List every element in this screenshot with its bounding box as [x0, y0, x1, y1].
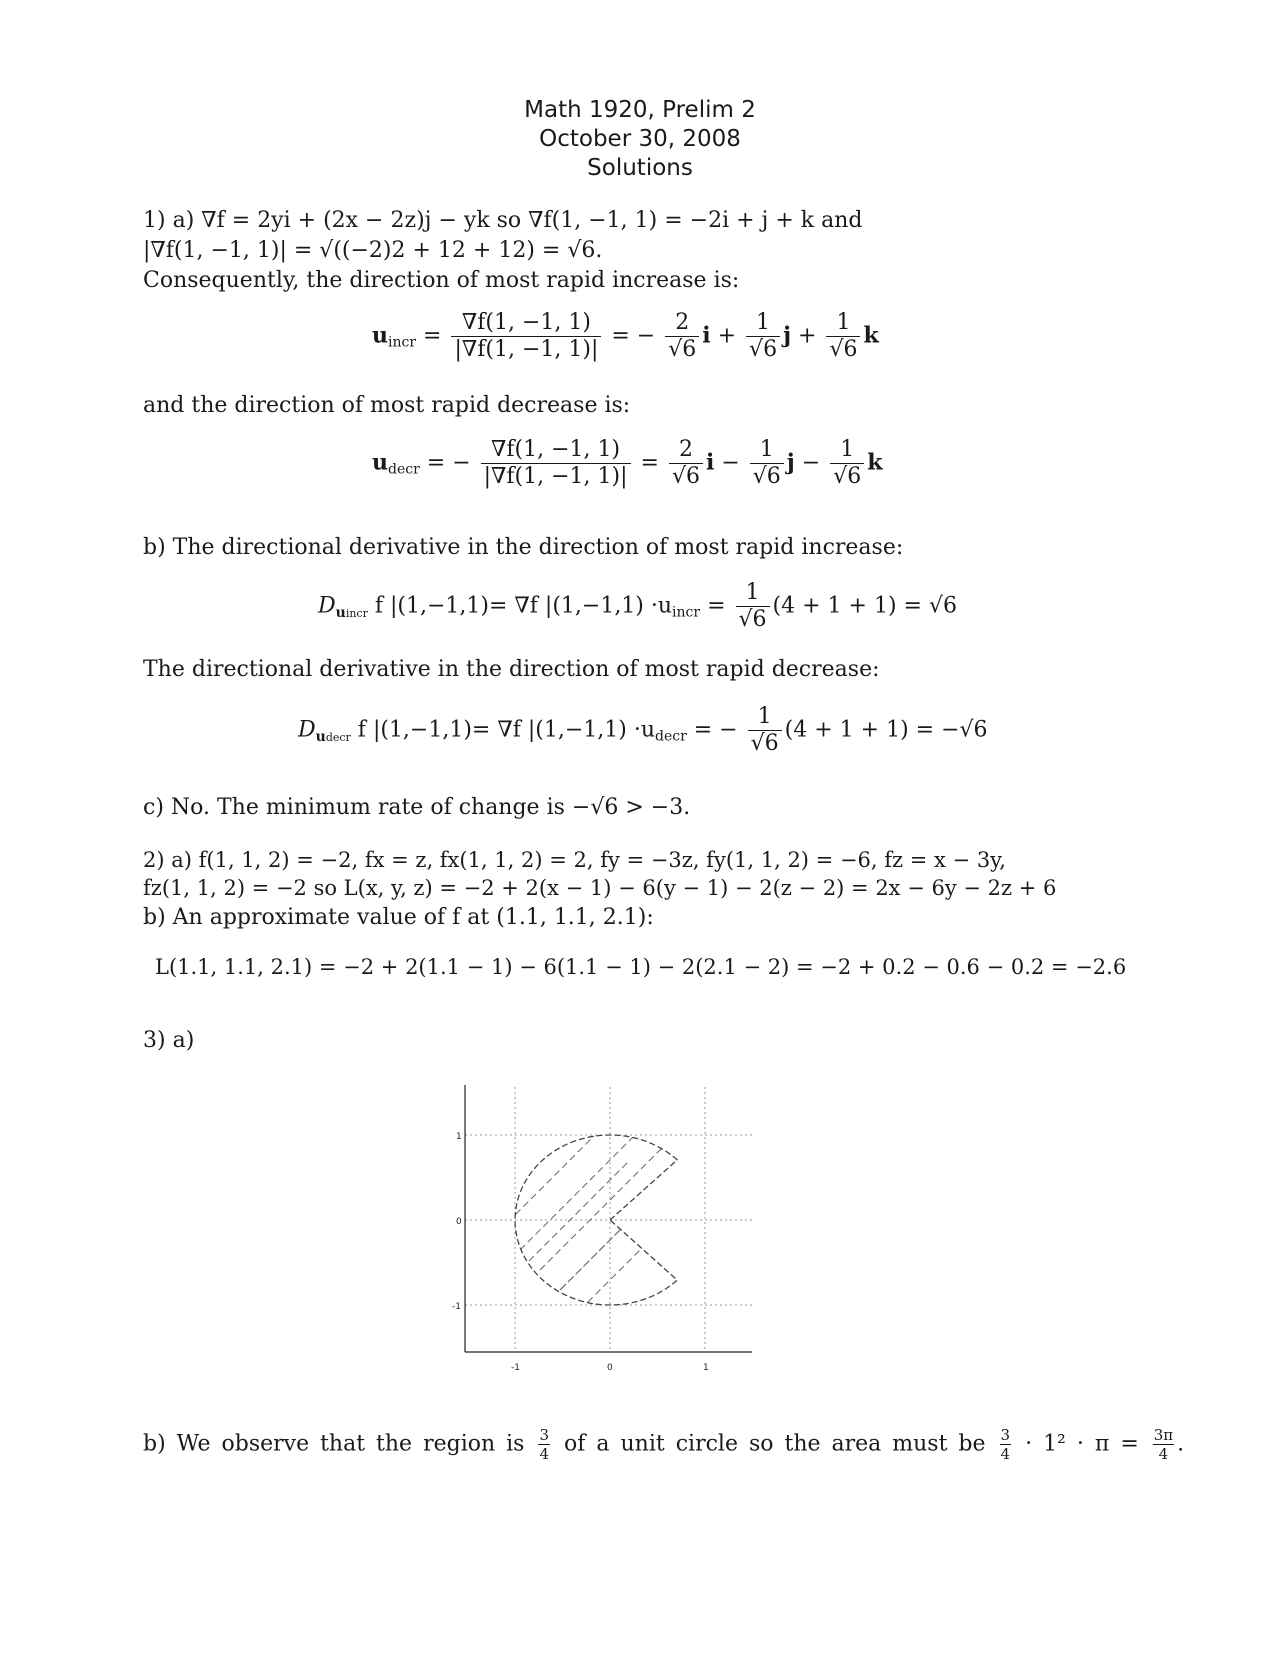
ddecr-tail: (4 + 1 + 1) = −√6: [784, 717, 988, 743]
dincr-frac-den: √6: [738, 607, 767, 632]
coef-i: [665, 310, 699, 363]
udecr-symbol: u: [372, 449, 388, 476]
p3-label: 3) a): [143, 1028, 195, 1053]
coef-k: [826, 310, 860, 363]
dcoef-k-num: 1: [830, 437, 864, 464]
ytick-0: 0: [456, 1217, 462, 1227]
page-subtitle: Solutions: [587, 155, 693, 181]
plot-axes: [465, 1085, 752, 1352]
xtick-1: 1: [703, 1363, 709, 1373]
dincr-sub: uincr: [335, 604, 368, 621]
uincr-sub: incr: [388, 334, 417, 351]
grad-fraction-2: [481, 437, 631, 490]
p3b-text: [143, 1426, 1184, 1463]
xtick-0: 0: [607, 1363, 613, 1373]
p3b-pre: b) We observe that the region is: [143, 1431, 525, 1457]
udecr-sub: decr: [388, 461, 420, 478]
p1-line3: Consequently, the direction of most rapid increase is:: [143, 268, 740, 293]
p3b-frac2: [1000, 1426, 1012, 1463]
grad-den: |∇f(1, −1, 1)|: [454, 337, 599, 362]
dcoef-j-num: 1: [750, 437, 784, 464]
p2-line4: L(1.1, 1.1, 2.1) = −2 + 2(1.1 − 1) − 6(1.1 − 1) − 2(2.1 − 2) = −2 + 0.2 − 0.6 − 0.2 = −2.6: [155, 955, 1127, 979]
p1b-text: b) The directional derivative in the direction of most rapid increase:: [143, 535, 904, 560]
dincr-mid: f |(1,−1,1)= ∇f |(1,−1,1) ·u: [367, 593, 673, 619]
ddecr-frac: [748, 704, 782, 757]
p3b-frac1-num: 3: [539, 1426, 550, 1444]
grad-den-2: |∇f(1, −1, 1)|: [483, 464, 628, 489]
p1-line2: |∇f(1, −1, 1)| = √((−2)2 + 12 + 12) = √6.: [143, 238, 603, 263]
uincr-equation: $u_{incr}$ = $\frac{\nabla f(1, -1, 1)}{|\nabla f(1, -1, 1)|}$ = − $\frac{2}{√6}$ i + $\frac{1}{√6}$ j + $\frac{1}{√6}$ k: [372, 310, 879, 362]
dincr-tail: (4 + 1 + 1) = √6: [772, 593, 957, 619]
ytick-1: 1: [456, 1132, 462, 1142]
p1c-text: c) No. The minimum rate of change is −√6 > −3.: [143, 795, 691, 820]
dincr-frac-num: 1: [736, 580, 770, 607]
ddecr-D: D: [298, 717, 316, 743]
dincr-frac: [736, 580, 770, 633]
dcoef-i-den: √6: [671, 464, 700, 489]
p2-line3: b) An approximate value of f at (1.1, 1.1, 2.1):: [143, 905, 654, 930]
grad-num-2: ∇f(1, −1, 1): [481, 437, 631, 464]
coef-k-den: √6: [829, 337, 858, 362]
plot-grid: [465, 1087, 752, 1350]
p3b-frac1: [538, 1426, 550, 1463]
xtick-neg1: -1: [511, 1363, 520, 1373]
dcoef-k: [830, 437, 864, 490]
dcoef-k-den: √6: [833, 464, 862, 489]
p3b-frac2-num: 3: [1000, 1426, 1011, 1444]
ddecr-equation: $D_{udecr}$ f |(1,−1,1)= ∇f $|(1,-1,1) \cdot u_{decr}$ = − $\frac{1}{√6}$ (4 + 1 + 1) = −√6: [298, 704, 988, 756]
p3b-mid2: · 1² · π =: [1025, 1431, 1139, 1457]
and-decr-text: and the direction of most rapid decrease is:: [143, 393, 631, 418]
p2-line1: 2) a) f(1, 1, 2) = −2, fx = z, fx(1, 1, 2) = 2, fy = −3z, fy(1, 1, 2) = −6, fz = x − 3y,: [143, 848, 1006, 872]
ddecr-sub: udecr: [315, 728, 351, 745]
ytick-neg1: -1: [452, 1302, 461, 1312]
dcoef-j: [750, 437, 784, 490]
page-date: October 30, 2008: [539, 126, 741, 152]
coef-j: [746, 310, 780, 363]
ddecr-frac-num: 1: [748, 704, 782, 731]
p3b-frac3: [1153, 1426, 1174, 1463]
region-boundary: [515, 1135, 677, 1305]
coef-i-den: √6: [668, 337, 697, 362]
dcoef-i: [669, 437, 703, 490]
p1-line1: 1) a) ∇f = 2yi + (2x − 2z)j − yk so ∇f(1, −1, 1) = −2i + j + k and: [143, 208, 863, 233]
uincr-symbol: u: [372, 322, 388, 349]
p3b-frac1-den: 4: [539, 1445, 550, 1463]
coef-k-num: 1: [826, 310, 860, 337]
page-title: Math 1920, Prelim 2: [524, 97, 756, 123]
dincr-equation: $D_{uincr}$ f |(1,−1,1)= ∇f $|(1,-1,1) \cdot u_{incr}$ = $\frac{1}{√6}$ (4 + 1 + 1) = √6: [318, 580, 957, 632]
p2-line2: fz(1, 1, 2) = −2 so L(x, y, z) = −2 + 2(x − 1) − 6(y − 1) − 2(z − 2) = 2x − 6y − 2z + 6: [143, 876, 1057, 900]
p3b-frac3-num: 3π: [1153, 1426, 1174, 1444]
p3b-frac3-den: 4: [1158, 1445, 1169, 1463]
p3b-end: .: [1177, 1431, 1185, 1457]
p3b-frac2-den: 4: [1000, 1445, 1011, 1463]
incr-rhs-sign: = −: [611, 323, 656, 349]
grad-num: ∇f(1, −1, 1): [451, 310, 601, 337]
ddecr-mid: f |(1,−1,1)= ∇f |(1,−1,1) ·u: [350, 717, 655, 743]
dcoef-j-den: √6: [752, 464, 781, 489]
dcoef-i-num: 2: [669, 437, 703, 464]
ddecr-frac-den: √6: [750, 731, 779, 756]
dincr-u-sub: incr: [672, 604, 701, 621]
decr-text: The directional derivative in the direction of most rapid decrease:: [143, 657, 880, 682]
region-hatch: [480, 1070, 720, 1320]
grad-fraction: [451, 310, 601, 363]
ddecr-u-sub: decr: [655, 728, 687, 745]
dincr-D: D: [318, 593, 336, 619]
coef-j-den: √6: [749, 337, 778, 362]
udecr-equation: $u_{decr}$ = − $\frac{\nabla f(1, -1, 1)}{|\nabla f(1, -1, 1)|}$ = $\frac{2}{√6}$ i − $\frac{1}{√6}$ j − $\frac{1}{√6}$ k: [372, 437, 883, 489]
coef-i-num: 2: [665, 310, 699, 337]
coef-j-num: 1: [746, 310, 780, 337]
p3b-mid1: of a unit circle so the area must be: [564, 1431, 986, 1457]
